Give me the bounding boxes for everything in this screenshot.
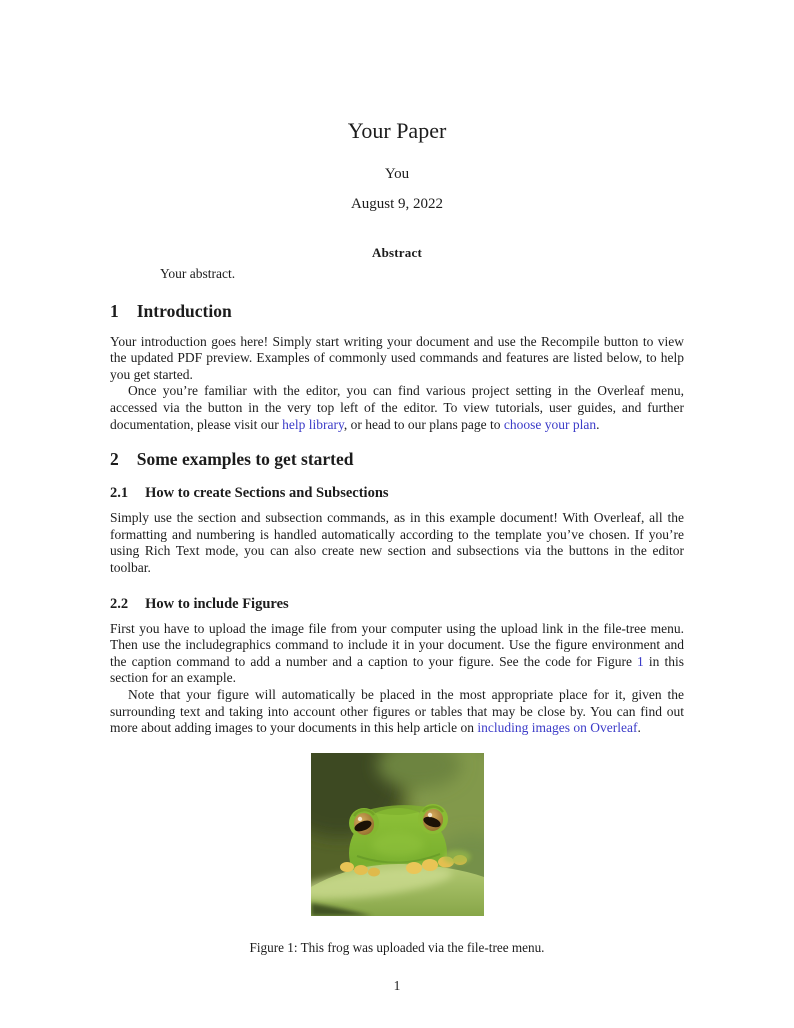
- subsection-title: How to create Sections and Subsections: [145, 485, 389, 502]
- paragraph-text: in this section for an example.: [110, 653, 684, 686]
- paper-date: August 9, 2022: [350, 196, 444, 212]
- paragraph-text: First you have to upload the image file from your computer using the upload link in the file-tree menu. Then use the includegraphics command to include it in your document. Use the figure environment and the caption command to add a number and a caption to your figure. See the code for Figure: [110, 620, 684, 669]
- abstract-text: Your abstract.: [160, 266, 236, 281]
- figures-paragraph-2: [110, 687, 684, 737]
- section-title: Some examples to get started: [136, 449, 354, 470]
- subsection-number: 2.1: [110, 485, 129, 502]
- intro-paragraph-1: Your introduction goes here! Simply start writing your document and use the Recompile button to view the updated PDF preview. Examples of commonly used commands and features are listed below, to help you get started.: [110, 333, 684, 382]
- subsection-title: How to include Figures: [145, 595, 289, 612]
- paper-author: You: [384, 166, 410, 182]
- intro-paragraph-2: [110, 383, 684, 433]
- figure-1: [311, 753, 484, 916]
- section-number: 1: [110, 300, 119, 321]
- paragraph-text: Once you’re familiar with the editor, you can find various project setting in the Overleaf menu, accessed via the button in the very top left of the editor. To view tutorials, user guides, and further documentation, please visit our: [110, 383, 684, 432]
- choose-your-plan-link[interactable]: choose your plan: [503, 416, 597, 432]
- paragraph-text: Note that your figure will automatically be placed in the most appropriate place for it, given the surrounding text and taking into account other figures or tables that may be close by. You can find out more about adding images to your documents in this help article on: [110, 686, 684, 736]
- paragraph-text: .: [596, 416, 600, 432]
- figure-1-ref-link[interactable]: 1: [637, 653, 644, 669]
- frog-image: [311, 753, 484, 916]
- figure-caption: Figure 1: This frog was uploaded via the file-tree menu.: [249, 939, 545, 955]
- including-images-link[interactable]: including images on Overleaf: [477, 720, 638, 736]
- paper-title: Your Paper: [347, 118, 447, 143]
- section-number: 2: [110, 449, 119, 470]
- section-heading-introduction: [110, 301, 684, 322]
- help-library-link[interactable]: help library: [282, 416, 344, 432]
- section-heading-examples: [110, 449, 684, 470]
- page-number: 1: [393, 978, 401, 993]
- figures-paragraph-1: [110, 621, 684, 687]
- sections-paragraph: Simply use the section and subsection commands, as in this example document! With Overleaf, all the formatting and numbering is handled automatically according to the template you’ve chosen. If you’re using Rich Text mode, you can also create new section and subsections via the buttons in the editor toolbar.: [110, 510, 684, 575]
- subsection-heading-sections: [110, 484, 684, 502]
- subsection-heading-figures: [110, 595, 684, 613]
- section-title: Introduction: [136, 300, 232, 321]
- abstract-heading: Abstract: [372, 245, 422, 260]
- paragraph-text: .: [637, 720, 641, 736]
- paragraph-text: , or head to our plans page to: [343, 416, 504, 432]
- subsection-number: 2.2: [110, 595, 129, 612]
- abstract-section: [110, 245, 684, 283]
